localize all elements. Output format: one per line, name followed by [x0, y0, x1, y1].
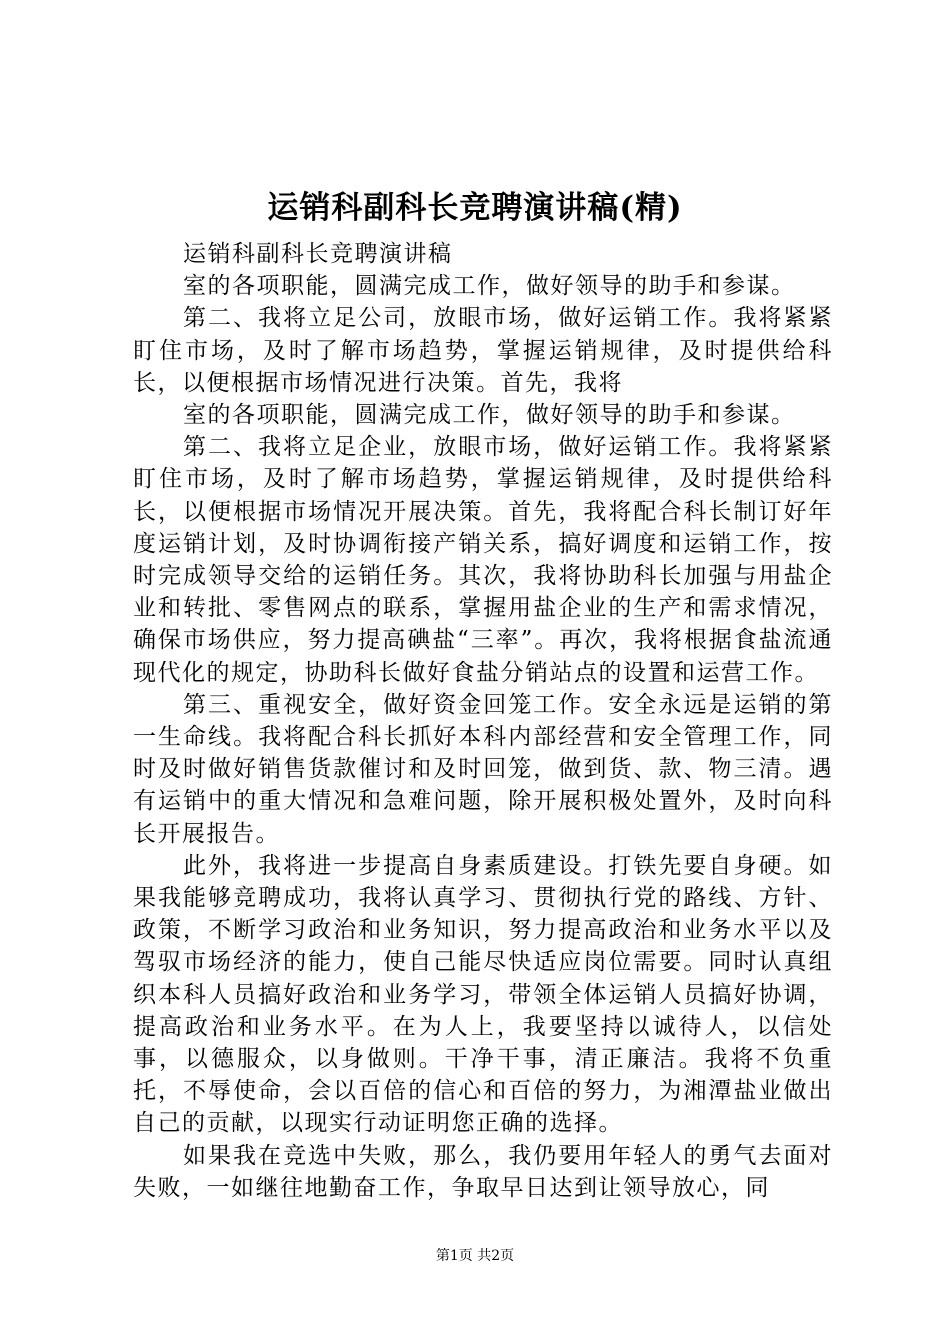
- paragraph-2: 室的各项职能，圆满完成工作，做好领导的助手和参谋。: [183, 273, 796, 300]
- paragraph-3: 第二、我将立足公司，放眼市场，做好运销工作。我将紧紧盯住市场，及时了解市场趋势，掌握运销规律，及时提供给科长，以便根据市场情况进行决策。首先，我将: [133, 305, 833, 396]
- paragraph-6: 第三、重视安全，做好资金回笼工作。安全永远是运销的第一生命线。我将配合科长抓好本科内部经营和安全管理工作，同时及时做好销售货款催讨和及时回笼，做到货、款、物三清。遇有运销中的重大情况和急难问题，除开展积极处置外，及时向科长开展报告。: [133, 691, 833, 847]
- paragraph-5: 第二、我将立足企业，放眼市场，做好运销工作。我将紧紧盯住市场，及时了解市场趋势，掌握运销规律，及时提供给科长，以便根据市场情况开展决策。首先，我将配合科长制订好年度运销计划，及时协调衔接产销关系，搞好调度和运销工作，按时完成领导交给的运销任务。其次，我将协助科长加强与用盐企业和转批、零售网点的联系，掌握用盐企业的生产和需求情况，确保市场供应，努力提高碘盐“三率”。再次，我将根据食盐流通现代化的规定，协助科长做好食盐分销站点的设置和运营工作。: [133, 434, 833, 686]
- page-footer: 第1页 共2页: [435, 1248, 515, 1264]
- paragraph-4: 室的各项职能，圆满完成工作，做好领导的助手和参谋。: [183, 402, 796, 429]
- paragraph-8: 如果我在竞选中失败，那么，我仍要用年轻人的勇气去面对失败，一如继往地勤奋工作，争取早日达到让领导放心，同: [133, 1142, 833, 1201]
- document-body: [133, 238, 833, 1204]
- paragraph-1: 运销科副科长竞聘演讲稿: [183, 241, 453, 267]
- paragraph-7: 此外，我将进一步提高自身素质建设。打铁先要自身硬。如果我能够竞聘成功，我将认真学习、贯彻执行党的路线、方针、政策，不断学习政治和业务知识，努力提高政治和业务水平以及驾驭市场经济的能力，使自己能尽快适应岗位需要。同时认真组织本科人员搞好政治和业务学习，带领全体运销人员搞好协调，提高政治和业务水平。在为人上，我要坚持以诚待人，以信处事，以德服众，以身做则。干净干事，清正廉洁。我将不负重托，不辱使命，会以百倍的信心和百倍的努力，为湘潭盐业做出自己的贡献，以现实行动证明您正确的选择。: [133, 852, 833, 1137]
- document-title: 运销科副科长竞聘演讲稿(精): [267, 190, 683, 226]
